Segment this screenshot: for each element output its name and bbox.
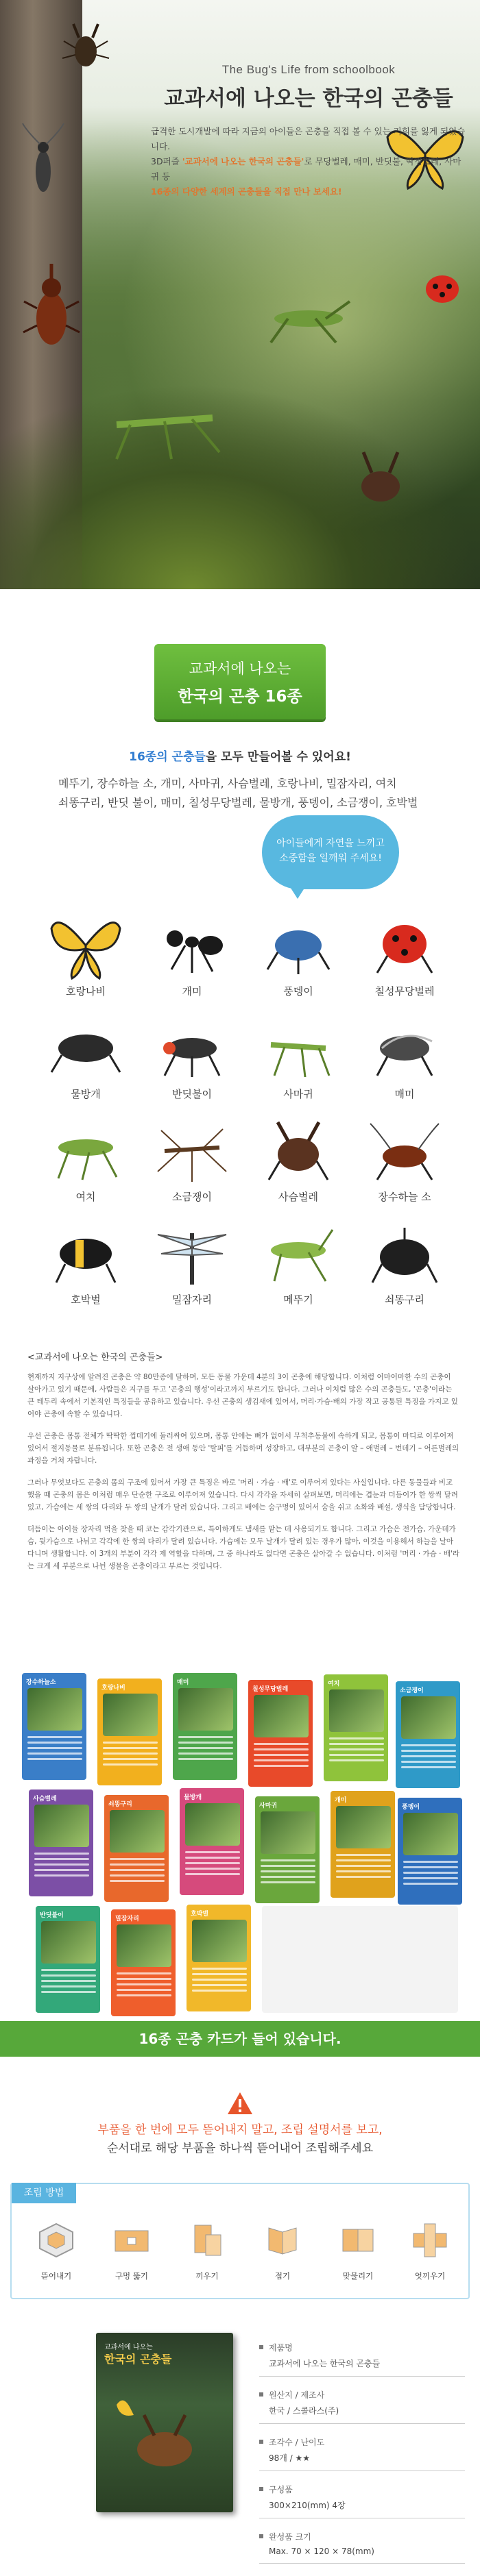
warning-line1: 부품을 한 번에 모두 뜯어내지 말고, 조립 설명서를 보고,	[97, 2123, 383, 2137]
mantis-icon	[103, 384, 226, 466]
insect-name: 풍뎅이	[283, 985, 313, 998]
assembly-tab: 조립 방법	[12, 2183, 76, 2203]
box-insects-icon	[117, 2394, 213, 2484]
assembly-step	[173, 2218, 241, 2281]
grasshopper-icon	[261, 288, 357, 349]
box-small-title: 교과서에 나오는	[104, 2344, 153, 2351]
insect-pieces-card	[261, 1905, 459, 2014]
insect-info-card	[254, 1795, 321, 1905]
punch-hole-icon	[110, 2218, 154, 2262]
insect-info-card	[103, 1794, 170, 1903]
card-tag: 장수하늘소	[26, 1679, 56, 1686]
insect-info-card	[27, 1788, 95, 1898]
hero-desc-line2-post: 로 무당벌레, 매미, 반딧불, 딱정벌레, 사마귀 등	[151, 156, 461, 182]
insect-name: 호랑나비	[66, 985, 106, 998]
bumblebee-icon	[48, 1219, 123, 1288]
card-text	[254, 1743, 309, 1770]
spec-key: 구성품	[259, 2484, 465, 2495]
insect-card	[144, 1014, 240, 1117]
card-photo	[403, 1813, 458, 1855]
interlock-icon	[336, 2218, 380, 2262]
card-photo	[178, 1688, 233, 1731]
assembly-step	[22, 2218, 91, 2281]
insect-name: 호박벌	[71, 1293, 101, 1306]
card-photo	[192, 1920, 247, 1962]
badge-line1: 교과서에 나오는	[189, 660, 291, 677]
rhino-beetle-icon	[21, 260, 82, 356]
card-text	[192, 1968, 247, 1995]
card-photo	[110, 1810, 165, 1853]
speech-bubble-tail	[288, 884, 307, 899]
insect-info-card	[34, 1905, 101, 2014]
product-specs	[259, 2342, 465, 2576]
step-label: 접기	[274, 2271, 291, 2281]
card-text	[117, 1972, 171, 2000]
insect-info-card	[171, 1672, 239, 1781]
hero-subtitle: The Bug's Life from schoolbook	[221, 63, 396, 76]
hero-title: 교과서에 나오는 한국의 곤충들	[164, 86, 453, 111]
longhorn-beetle-icon	[367, 1117, 442, 1185]
spec-divider	[259, 2563, 465, 2564]
warning-line2: 순서대로 해당 부품을 하나씩 뜯어내어 조립해주세요	[106, 2142, 374, 2155]
fold-icon	[261, 2218, 304, 2262]
spec-divider	[259, 2423, 465, 2424]
dragonfly-icon	[154, 1219, 230, 1288]
katydid-icon	[48, 1117, 123, 1185]
card-photo	[261, 1811, 315, 1854]
spec-item	[259, 2389, 465, 2424]
hero-text	[151, 63, 466, 199]
card-tag: 사마귀	[259, 1803, 278, 1809]
insect-name: 칠성무당벌레	[374, 985, 435, 998]
insect-info-card	[396, 1796, 464, 1906]
card-text	[401, 1744, 456, 1772]
card-text	[336, 1854, 391, 1881]
butterfly-icon	[48, 911, 123, 980]
insect-card	[357, 1117, 453, 1219]
insect-info-card	[110, 1908, 177, 2018]
hero-desc-line2	[151, 154, 466, 184]
longhorn-beetle-icon	[19, 123, 67, 206]
stag-beetle-icon	[261, 1117, 336, 1185]
hero-description	[151, 124, 466, 199]
step-label: 뜯어내기	[40, 2271, 72, 2281]
card-text	[103, 1742, 158, 1769]
assembly-step	[97, 2218, 166, 2281]
cross-insert-icon	[408, 2218, 452, 2262]
insect-card	[38, 911, 134, 1014]
insect-name: 사슴벌레	[278, 1191, 318, 1203]
card-tag: 쇠똥구리	[108, 1801, 132, 1808]
box-title: 한국의 곤충들	[104, 2353, 172, 2366]
card-photo	[34, 1805, 89, 1847]
spec-value: 300×210(mm) 4장	[269, 2501, 346, 2510]
insect-info-card	[247, 1679, 314, 1788]
card-text	[403, 1861, 458, 1888]
insect-name: 소금쟁이	[172, 1191, 212, 1203]
assembly-step	[248, 2218, 317, 2281]
hero-banner	[0, 0, 480, 589]
insect-story	[27, 1350, 459, 1582]
firefly-icon	[154, 1014, 230, 1082]
insect-cards-spread	[21, 1672, 459, 2021]
headline-highlight: 16종의 곤충들	[129, 750, 206, 764]
story-paragraph: 현재까지 지구상에 알려진 곤충은 약 80만종에 달하며, 모든 동물 가운데 4분의 3이 곤충에 해당합니다. 이처럼 어마어마한 수의 곤충이 살아가고 있기 때문에, 사람들은 지구를 두고 '곤충의 행성'이라고까지 부르기도 합니다. 그러나 이처럼 많은 수의 곤충들도, '곤충'이라는 큰 테두리 속에서 기본적인 특징들을 공유하고 있습니다. 우선 곤충의 생김새에 있어서, 머리·가슴·배의 가장 작고 공통된 특징을 가지고 있어야 곤충에 속할 수 있습니다.	[27, 1373, 458, 1418]
insect-card	[38, 1117, 134, 1219]
step-label: 맞물리기	[342, 2271, 374, 2281]
story-paragraph: 그러나 무엇보다도 곤충의 몸의 구조에 있어서 가장 큰 특징은 바로 '머리 · 가슴 · 배'로 이루어져 있다는 사실입니다. 다른 동물들과 비교했을 때 곤충의 몸은 이처럼 매우 단순한 구조로 이루어져 있습니다. 다시 각각을 자세히 살펴보면, 머리에는 겹눈과 더듬이가 한 쌍씩 달려 있고, 가슴에는 세 쌍의 다리와 두 쌍의 날개가 달려 있습니다. 그리고 배에는 숨구멍이 있어서 숨을 쉬고 소화와 배설, 생식을 담당합니다.	[27, 1478, 458, 1511]
hero-desc-line3: 16종의 다양한 세계의 곤충들을 직접 만나 보세요!	[151, 186, 342, 197]
spec-item	[259, 2342, 465, 2377]
insect-name: 반딧불이	[172, 1088, 212, 1100]
card-text	[27, 1736, 82, 1763]
tear-out-icon	[34, 2218, 78, 2262]
insect-info-card	[178, 1787, 245, 1896]
insect-name: 매미	[394, 1088, 415, 1100]
card-text	[41, 1969, 96, 1996]
spec-value: Max. 70 × 120 × 78(mm)	[269, 2547, 374, 2556]
insect-card	[250, 1014, 346, 1117]
insect-card	[357, 911, 453, 1014]
water-strider-icon	[154, 1117, 230, 1185]
insect-card	[357, 1219, 453, 1322]
diving-beetle-icon	[48, 1014, 123, 1082]
bubble-line2: 소중함을 일깨워 주세요!	[279, 853, 382, 864]
spec-key: 조각수 / 난이도	[259, 2436, 465, 2448]
card-tag: 밀잠자리	[115, 1916, 139, 1922]
insect-card	[144, 1219, 240, 1322]
step-label: 끼우기	[195, 2271, 219, 2281]
card-tag: 물방개	[184, 1794, 202, 1801]
insect-info-card	[394, 1680, 461, 1789]
insect-card	[250, 911, 346, 1014]
card-tag: 반딧불이	[40, 1912, 64, 1919]
spec-item	[259, 2531, 465, 2564]
hero-desc-line1: 급격한 도시개발에 따라 지금의 아이들은 곤충을 직접 볼 수 있는 기회를 잃게 되었습니다.	[151, 126, 466, 151]
step-label: 구멍 뚫기	[115, 2271, 149, 2281]
insect-info-card	[21, 1672, 88, 1781]
insect-name-list	[58, 774, 442, 813]
product-box-image	[96, 2333, 233, 2512]
card-tag: 여치	[328, 1681, 340, 1687]
hero-desc-line2-em: '교과서에 나오는 한국의 곤충들'	[182, 156, 304, 166]
insect-card	[357, 1014, 453, 1117]
card-text	[178, 1736, 233, 1763]
insect-name: 장수하늘 소	[378, 1191, 431, 1203]
card-text	[329, 1737, 384, 1765]
insect-name: 쇠똥구리	[385, 1293, 424, 1306]
card-photo	[336, 1806, 391, 1848]
ladybug-icon	[422, 267, 463, 305]
warning-icon	[226, 2091, 254, 2116]
insect-card	[38, 1014, 134, 1117]
card-tag: 칠성무당벌레	[252, 1686, 289, 1693]
story-heading: <교과서에 나오는 한국의 곤충들>	[27, 1352, 163, 1363]
card-photo	[254, 1695, 309, 1737]
insect-info-card	[322, 1673, 389, 1783]
speech-bubble	[262, 815, 399, 889]
card-text	[110, 1858, 165, 1885]
card-tag: 호랑나비	[101, 1685, 125, 1692]
spec-value: 한국 / 스콜라스(주)	[269, 2406, 339, 2416]
assembly-guide	[10, 2183, 470, 2299]
insect-count-badge	[154, 644, 326, 719]
insect-name: 물방개	[71, 1088, 101, 1100]
spec-key: 원산지 / 제조사	[259, 2389, 465, 2401]
hero-desc-line2-pre: 3D퍼즐	[151, 156, 182, 166]
insect-card	[144, 1117, 240, 1219]
card-text	[261, 1859, 315, 1887]
cards-banner: 16종 곤충 카드가 들어 있습니다.	[0, 2021, 480, 2057]
insect-names-line2: 쇠똥구리, 반딧 불이, 매미, 칠성무당벌레, 물방개, 풍뎅이, 소금쟁이, 호박벌	[58, 796, 418, 809]
card-photo	[185, 1803, 240, 1846]
insect-name: 메뚜기	[283, 1293, 313, 1306]
mantis-icon	[261, 1014, 336, 1082]
card-tag: 사슴벌레	[33, 1796, 57, 1803]
spec-value: 교과서에 나오는 한국의 곤충들	[269, 2359, 381, 2368]
headline-rest: 을 모두 만들어볼 수 있어요!	[205, 750, 351, 764]
insect-name: 여치	[75, 1191, 96, 1203]
insect-name: 밀잠자리	[172, 1293, 212, 1306]
deer-beetle-icon	[343, 445, 418, 514]
card-tag: 개미	[335, 1797, 347, 1804]
card-photo	[41, 1921, 96, 1964]
spec-divider	[259, 2376, 465, 2377]
insect-card	[38, 1219, 134, 1322]
insert-icon	[185, 2218, 229, 2262]
card-text	[185, 1851, 240, 1879]
card-tag: 호박벌	[191, 1911, 209, 1918]
spec-divider	[259, 2470, 465, 2471]
insect-name: 사마귀	[283, 1088, 313, 1100]
card-tag: 매미	[177, 1679, 189, 1686]
insect-info-card	[96, 1677, 163, 1787]
spec-key: 완성품 크기	[259, 2531, 465, 2542]
assembly-warning	[0, 2121, 480, 2158]
dung-beetle-icon	[367, 1219, 442, 1288]
card-photo	[27, 1688, 82, 1731]
insect-card	[250, 1117, 346, 1219]
ant-icon	[154, 911, 230, 980]
story-paragraph: 우선 곤충은 몸통 전체가 딱딱한 껍데기에 둘러싸여 있으며, 몸통 안에는 뼈가 없어서 무척추동물에 속하게 되고, 몸통이 마디로 이루어져 있어서 절지동물로 분류됩니다. 또한 곤충은 전 생애 동안 '탈피'를 거듭하며 성장하고, 대부분의 곤충이 알 – 애벌레 – 번데기 – 어른벌레의 과정을 거쳐 자랍니다.	[27, 1432, 459, 1465]
ladybug-icon	[367, 911, 442, 980]
card-photo	[329, 1689, 384, 1732]
scarab-beetle-icon	[261, 911, 336, 980]
insect-name: 개미	[182, 985, 202, 998]
insect-info-card	[329, 1789, 396, 1899]
card-photo	[103, 1694, 158, 1736]
spec-item	[259, 2436, 465, 2471]
grasshopper-icon	[261, 1219, 336, 1288]
card-photo	[401, 1696, 456, 1739]
card-tag: 풍뎅이	[402, 1804, 420, 1811]
insect-card	[144, 911, 240, 1014]
insect-card	[250, 1219, 346, 1322]
card-photo	[117, 1924, 171, 1967]
insect-names-line1: 메뚜기, 장수하늘 소, 개미, 사마귀, 사슴벌레, 호랑나비, 밀잠자리, 여치	[58, 777, 397, 790]
cicada-icon	[367, 1014, 442, 1082]
card-tag: 소금쟁이	[400, 1687, 424, 1694]
assembly-step	[396, 2218, 464, 2281]
spec-item	[259, 2484, 465, 2518]
bubble-line1: 아이들에게 자연을 느끼고	[276, 838, 385, 849]
stag-beetle-icon	[58, 21, 113, 75]
spec-value: 98개 / ★★	[269, 2453, 311, 2463]
badge-line2: 한국의 곤충 16종	[178, 688, 302, 706]
insect-info-card	[185, 1903, 252, 2013]
step-label: 엇끼우기	[414, 2271, 446, 2281]
spec-key: 제품명	[259, 2342, 465, 2353]
assembly-step	[324, 2218, 392, 2281]
card-text	[34, 1853, 89, 1880]
section-headline	[0, 747, 480, 764]
story-paragraph: 더듬이는 아이들 장자리 먹을 찾을 때 코는 감각기관으로, 특이하게도 냄새를 맡는 데 사용되기도 합니다. 그리고 가슴은 전가슴, 가운데가슴, 뒷가슴으로 나뉘고 각각에 한 쌍의 다리가 달려 있습니다. 가슴에는 모두 날개가 달려 있는 경우가 많아, 이것을 이용해서 하늘을 날아다니며 생활합니다. 이 3개의 부분이 각각 제 역할을 다하며, 그 중 하나라도 없다면 곤충은 살아갈 수 없습니다. 이처럼 '머리 · 가슴 · 배'라는 크게 세 부분으로 나뉜 생물을 곤충이라고 부르는 것입니다.	[27, 1525, 460, 1570]
